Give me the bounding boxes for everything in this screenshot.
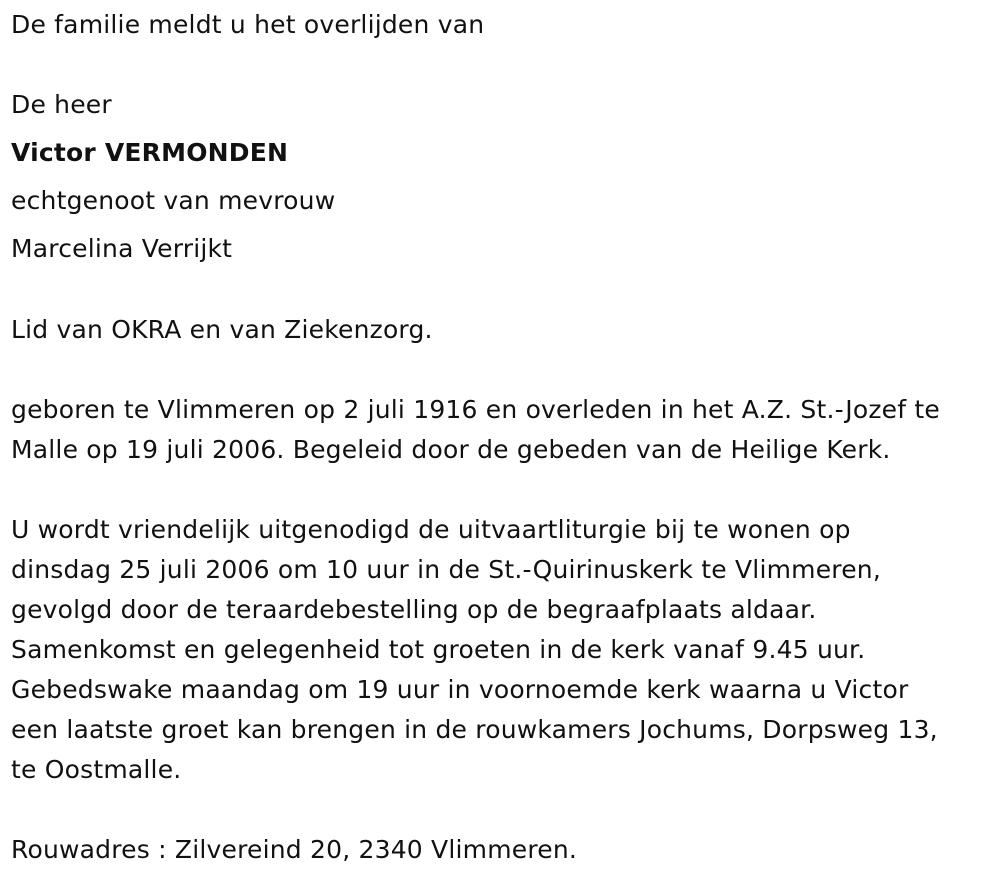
salutation: De heer xyxy=(11,90,112,119)
birth-death-paragraph xyxy=(11,390,986,470)
intro-text: De familie meldt u het overlijden van xyxy=(11,10,485,39)
funeral-line: een laatste groet kan brengen in de rouwkamers Jochums, Dorpsweg 13, xyxy=(11,715,938,744)
funeral-line: U wordt vriendelijk uitgenodigd de uitvaartliturgie bij te wonen op xyxy=(11,515,851,544)
birth-death-line: geboren te Vlimmeren op 2 juli 1916 en overleden in het A.Z. St.-Jozef te xyxy=(11,395,940,424)
funeral-line: Samenkomst en gelegenheid tot groeten in de kerk vanaf 9.45 uur. xyxy=(11,635,866,664)
birth-death-line: Malle op 19 juli 2006. Begeleid door de gebeden van de Heilige Kerk. xyxy=(11,435,891,464)
funeral-line: dinsdag 25 juli 2006 om 10 uur in de St.-Quirinuskerk te Vlimmeren, xyxy=(11,555,881,584)
funeral-line: gevolgd door de teraardebestelling op de begraafplaats aldaar. xyxy=(11,595,817,624)
mourning-address: Rouwadres : Zilvereind 20, 2340 Vlimmeren. xyxy=(11,835,578,864)
funeral-line: Gebedswake maandag om 19 uur in voornoemde kerk waarna u Victor xyxy=(11,675,909,704)
deceased-name: Victor VERMONDEN xyxy=(11,138,289,167)
spouse-label: echtgenoot van mevrouw xyxy=(11,186,336,215)
funeral-paragraph xyxy=(11,510,986,790)
spouse-name: Marcelina Verrijkt xyxy=(11,234,233,263)
funeral-line: te Oostmalle. xyxy=(11,755,182,784)
membership-text: Lid van OKRA en van Ziekenzorg. xyxy=(11,315,433,344)
